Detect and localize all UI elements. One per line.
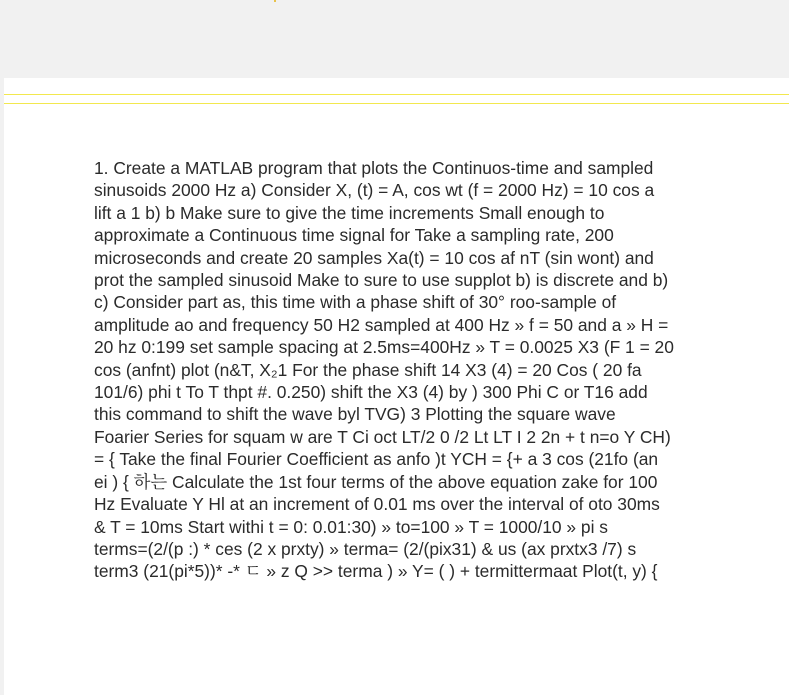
document-card	[4, 78, 789, 695]
header-rule-bottom	[4, 103, 789, 104]
header-rule-top	[4, 94, 789, 95]
top-mark	[274, 0, 276, 2]
question-text: 1. Create a MATLAB program that plots the Continuos-time and sampled sinusoids 2000 Hz a) Consider X, (t) = A, cos wt (f = 2000 Hz) = 10 cos a lift a 1 b) b Make sure to give the time increments Small enough to approximate a Continuous time signal for Take a sampling rate, 200 microseconds and create 20 samples Xa(t) = 10 cos af nT (sin wont) and prot the sampled sinusoid Make to sure to use supplot b) is discrete and b) c) Consider part as, this time with a phase shift of 30° roo-sample of amplitude ao and frequency 50 H2 sampled at 400 Hz » f = 50 and a » H = 20 hz 0:199 set sample spacing at 2.5ms=400Hz » T = 0.0025 X3 (F 1 = 20 cos (anfnt) plot (n&T, X₂1 For the phase shift 14 X3 (4) = 20 Cos ( 20 fa 101/6) phi t To T thpt #. 0.250) shift the X3 (4) by ) 300 Phi C or T16 add this command to shift the wave byl TVG) 3 Plotting the square wave Foarier Series for squam w are T Ci oct LT/2 0 /2 Lt LT I 2 2n + t n=o Y CH) = { Take the final Fourier Coefficient as anfo )t YCH = {+ a 3 cos (21fo (an ei ) { 하는 Calculate the 1st four terms of the above equation zake for 100 Hz Evaluate Y Hl at an increment of 0.01 ms over the interval of oto 30ms & T = 10ms Start withi t = 0: 0.01:30) » to=100 » T = 1000/10 » pi s terms=(2/(p :) * ces (2 x prxty) » terma= (2/(pix31) & us (ax prxtx3 /7) s term3 (21(pi*5))* -* ㄷ » z Q >> terma ) » Y= ( ) + termittermaat Plot(t, y) {	[94, 158, 674, 582]
